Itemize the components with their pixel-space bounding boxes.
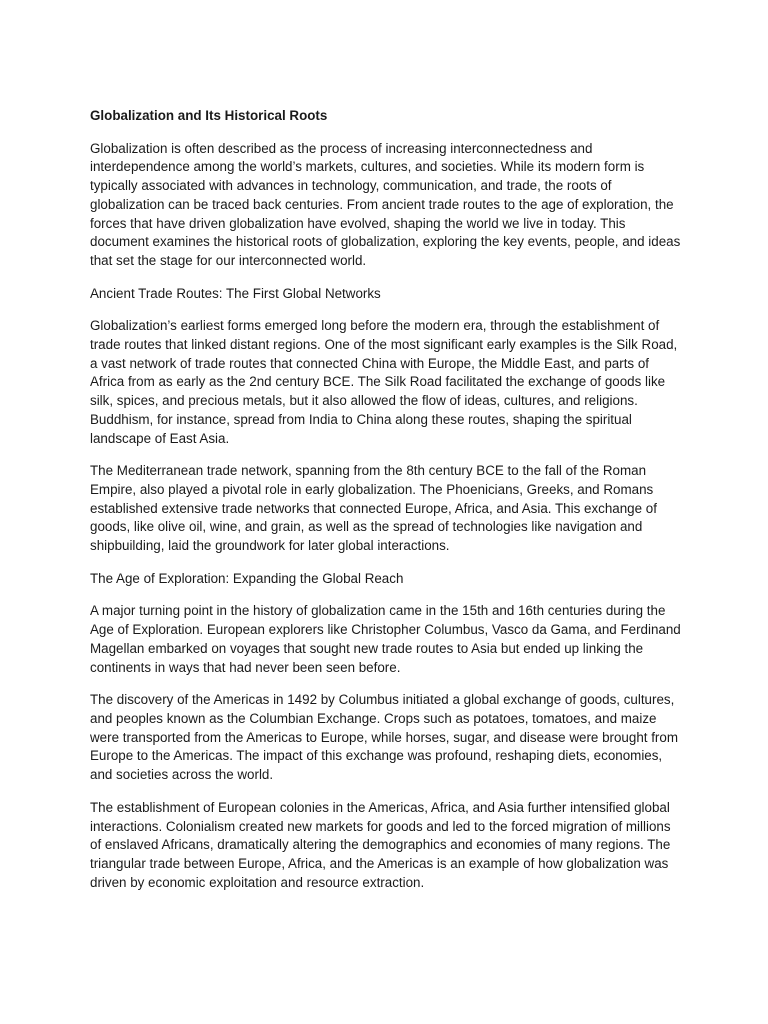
- document-title: Globalization and Its Historical Roots: [90, 108, 328, 123]
- document-body: [90, 107, 682, 906]
- section-heading-ancient-trade: Ancient Trade Routes: The First Global Networks: [90, 285, 381, 301]
- paragraph-silk-road: Globalization’s earliest forms emerged long before the modern era, through the establishment of trade routes that linked distant regions. One of the most significant early examples is the Silk Road, a vast network of trade routes that connected China with Europe, the Middle East, and parts of Africa from as early as the 2nd century BCE. The Silk Road facilitated the exchange of goods like silk, spices, and precious metals, but it also allowed the flow of ideas, cultures, and religions. Buddhism, for instance, spread from India to China along these routes, shaping the spiritual landscape of East Asia.: [90, 318, 678, 446]
- paragraph-turning-point: A major turning point in the history of globalization came in the 15th and 16th centuries during the Age of Exploration. European explorers like Christopher Columbus, Vasco da Gama, and Ferdinand Magellan embarked on voyages that sought new trade routes to Asia but ended up linking the continents in ways that had never been seen before.: [90, 603, 681, 675]
- section-heading-age-of-exploration: The Age of Exploration: Expanding the Global Reach: [90, 570, 404, 586]
- paragraph-mediterranean: The Mediterranean trade network, spanning from the 8th century BCE to the fall of the Roman Empire, also played a pivotal role in early globalization. The Phoenicians, Greeks, and Romans established extensive trade networks that connected Europe, Africa, and Asia. This exchange of goods, like olive oil, wine, and grain, as well as the spread of technologies like navigation and shipbuilding, laid the groundwork for later global interactions.: [90, 463, 657, 554]
- paragraph-columbian-exchange: The discovery of the Americas in 1492 by Columbus initiated a global exchange of goods, cultures, and peoples known as the Columbian Exchange. Crops such as potatoes, tomatoes, and maize were transported from the Americas to Europe, while horses, sugar, and disease were brought from Europe to the Americas. The impact of this exchange was profound, reshaping diets, economies, and societies across the world.: [90, 692, 678, 783]
- paragraph-intro: Globalization is often described as the process of increasing interconnectedness and interdependence among the world’s markets, cultures, and societies. While its modern form is typically associated with advances in technology, communication, and trade, the roots of globalization can be traced back centuries. From ancient trade routes to the age of exploration, the forces that have driven globalization have evolved, shaping the world we live in today. This document examines the historical roots of globalization, exploring the key events, people, and ideas that set the stage for our interconnected world.: [90, 140, 681, 268]
- paragraph-colonies: The establishment of European colonies in the Americas, Africa, and Asia further intensified global interactions. Colonialism created new markets for goods and led to the forced migration of millions of enslaved Africans, dramatically altering the demographics and economies of many regions. The triangular trade between Europe, Africa, and the Americas is an example of how globalization was driven by economic exploitation and resource extraction.: [90, 799, 671, 890]
